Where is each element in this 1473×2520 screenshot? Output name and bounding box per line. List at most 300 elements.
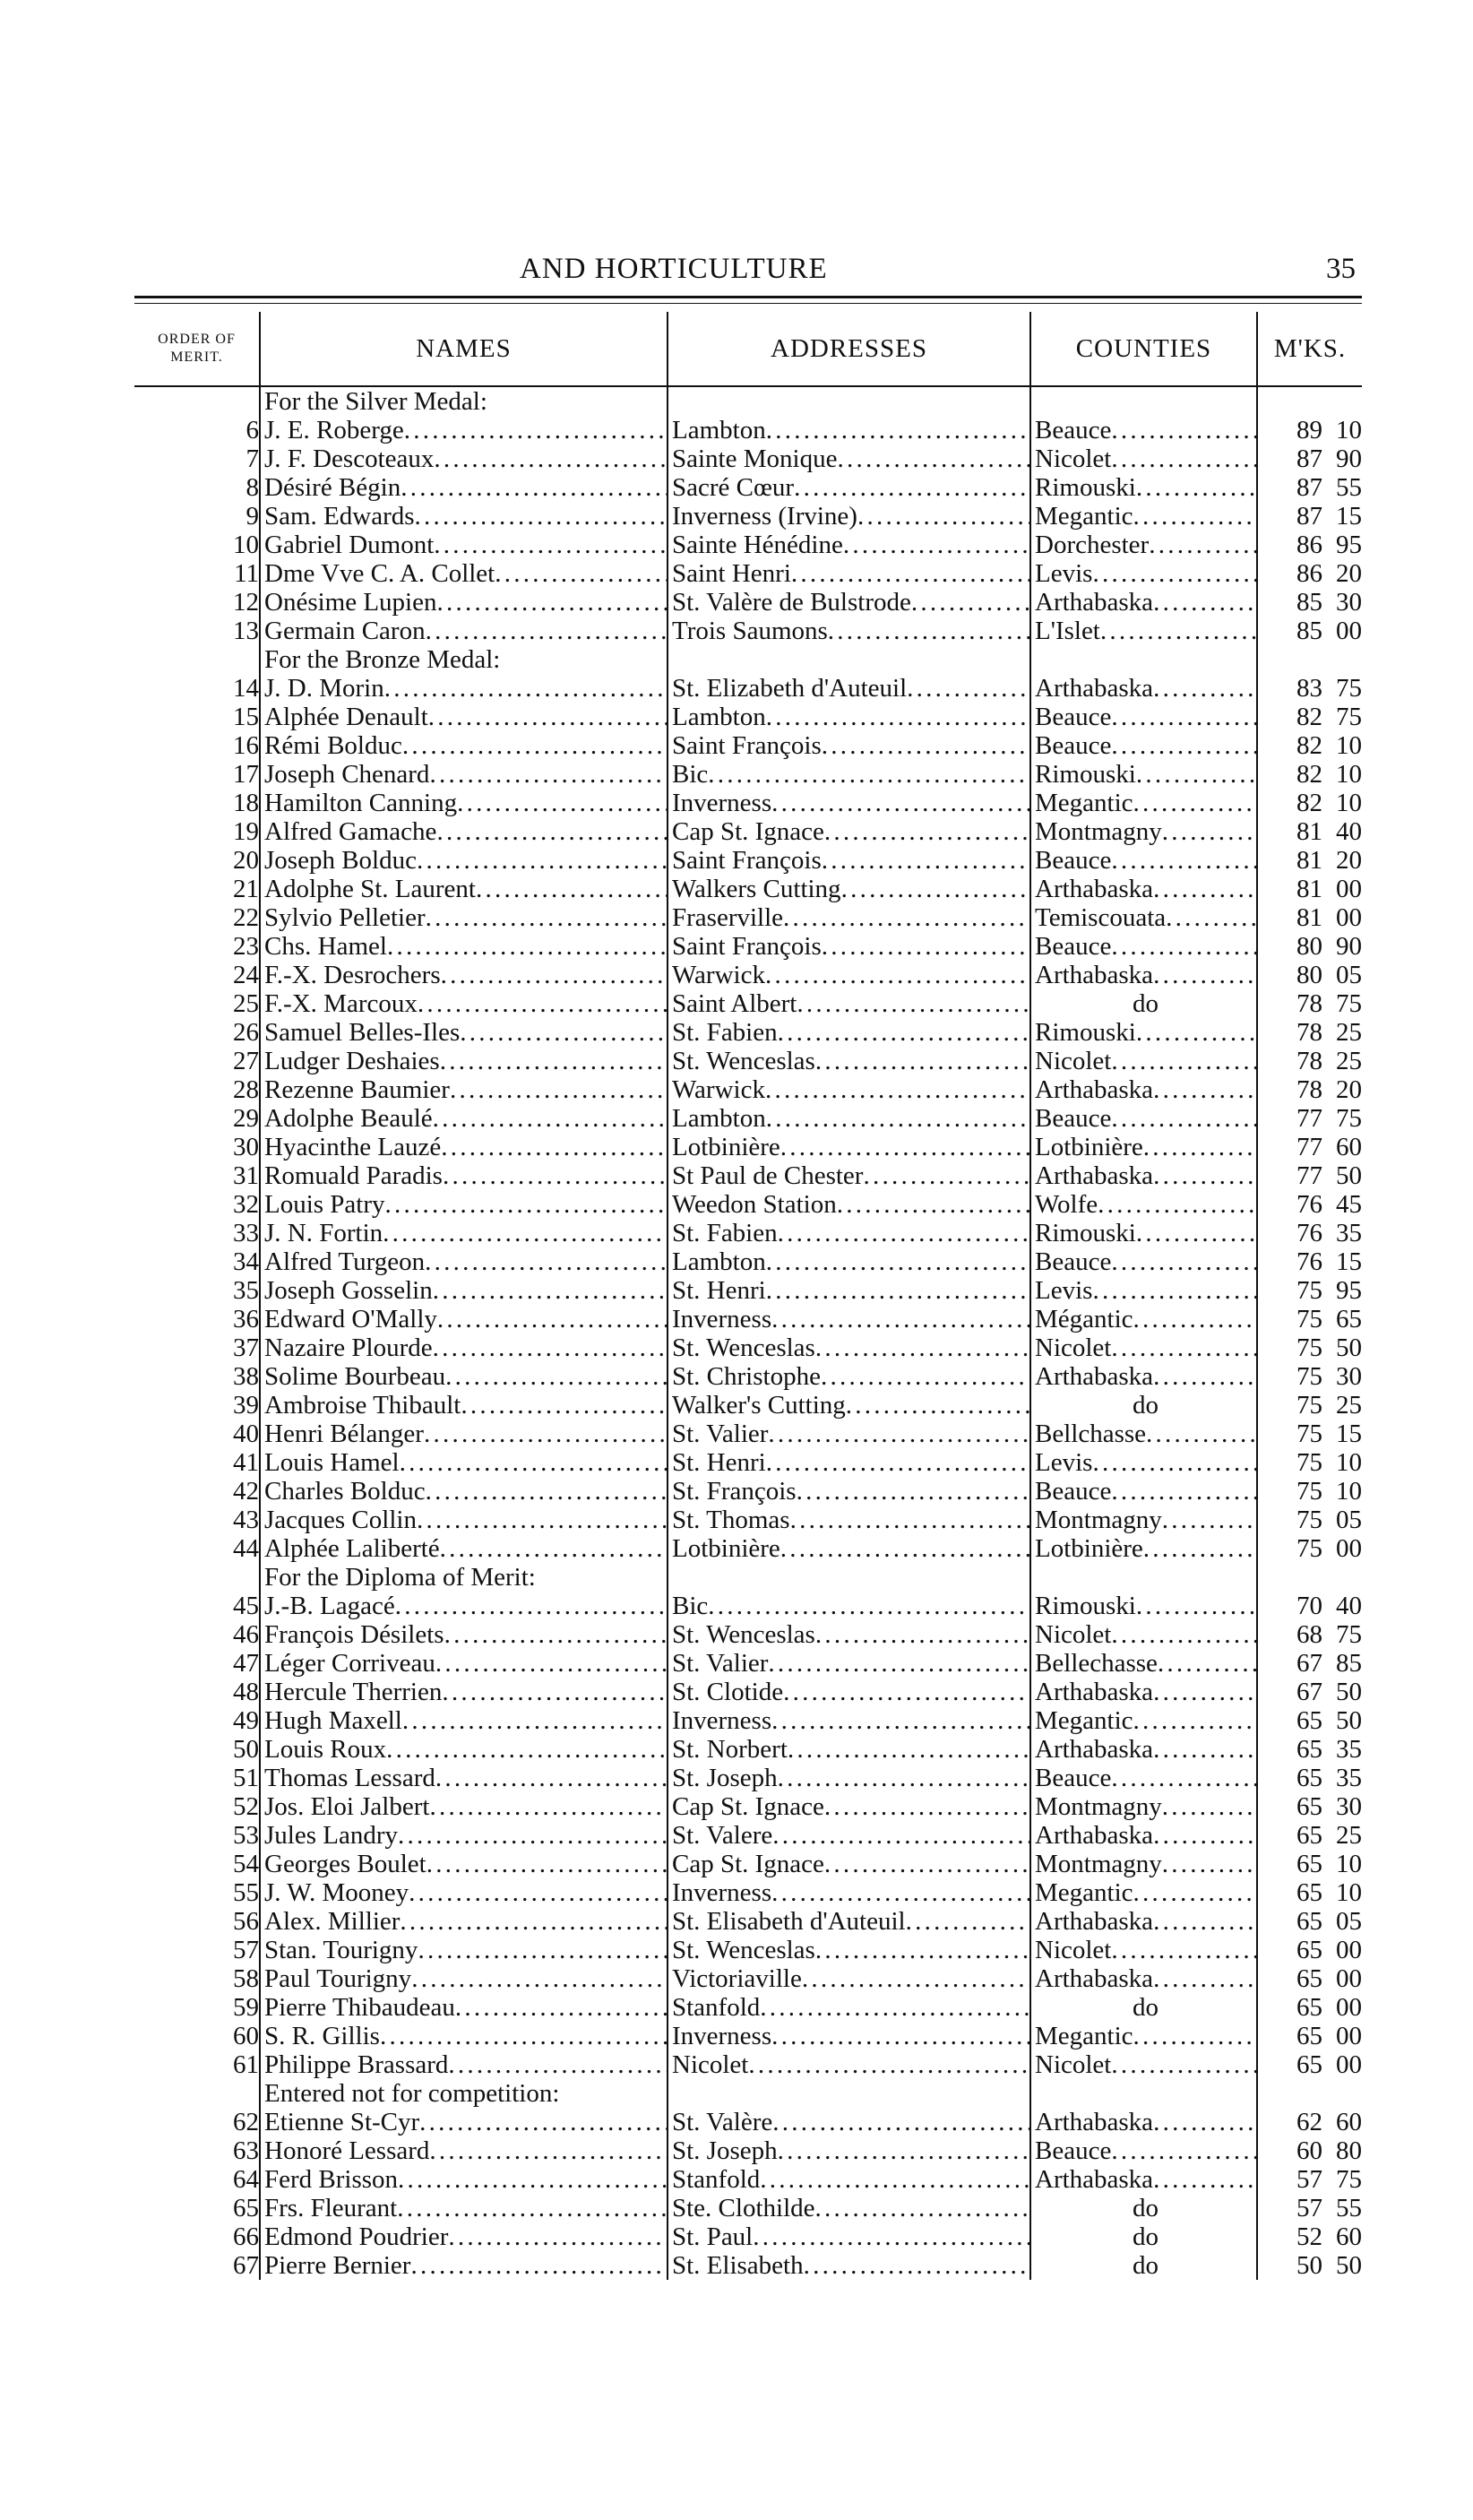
entrant-address: Inverness [672,789,772,817]
dot-leader [790,1506,1029,1534]
marks-cell [1257,1649,1362,1678]
order-number: 63 [233,2136,259,2165]
dot-leader [748,2050,1029,2079]
entrant-name: Adolphe St. Laurent [264,875,476,903]
table-row [134,1649,1362,1678]
entrant-name: Hyacinthe Lauzé [264,1133,442,1161]
dot-leader [1153,2165,1256,2194]
dot-leader [429,1792,667,1821]
marks-integer: 50 [1296,2251,1322,2280]
entrant-name: Joseph Bolduc [264,846,417,875]
dot-leader [1133,1706,1256,1735]
dot-leader [794,473,1029,502]
table-row [134,1477,1362,1506]
entrant-address: St. Valère [672,2108,773,2136]
table-row [134,1821,1362,1850]
dot-leader [417,1506,667,1534]
entrant-address: St. Henri [672,1276,766,1305]
entrant-county: Beauce [1035,2136,1112,2165]
table-row [134,1620,1362,1649]
dot-leader [457,789,667,817]
entrant-address: Ste. Clothilde [672,2194,815,2222]
marks-cell [1257,1305,1362,1333]
table-row [134,1247,1362,1276]
marks-integer: 65 [1296,1850,1322,1878]
dot-leader [778,1018,1029,1047]
marks-integer: 76 [1296,1190,1322,1219]
table-row [134,2251,1362,2280]
marks-fraction: 50 [1336,2251,1362,2280]
section-heading-row [134,2079,1362,2108]
marks-integer: 67 [1296,1649,1322,1678]
entrant-address: Warwick [672,1075,765,1104]
table-row [134,1735,1362,1764]
marks-cell [1257,1018,1362,1047]
marks-cell [1257,1190,1362,1219]
dot-leader [780,1133,1029,1161]
marks-integer: 81 [1296,846,1322,875]
dot-leader [766,1276,1029,1305]
order-number: 18 [233,789,259,817]
table-row [134,674,1362,703]
entrant-name: Alphée Denault [264,703,428,731]
marks-cell [1257,1333,1362,1362]
entrant-name: J. W. Mooney [264,1878,409,1907]
dot-leader [418,989,667,1018]
marks-fraction: 00 [1336,2050,1362,2079]
entrant-county: Nicolet [1035,1333,1112,1362]
marks-cell [1257,1276,1362,1305]
dot-leader [906,1907,1029,1936]
entrant-address: Saint Henri [672,559,791,588]
entrant-name: Pierre Bernier [264,2251,411,2280]
dot-leader [797,1477,1029,1506]
marks-fraction: 90 [1336,444,1362,473]
marks-fraction: 10 [1336,1477,1362,1506]
running-head [0,253,1473,289]
entrant-name: Rezenne Baumier [264,1075,450,1104]
entrant-name: F.-X. Marcoux [264,989,418,1018]
dot-leader [753,2222,1029,2251]
entrant-name: Léger Corriveau [264,1649,435,1678]
dot-leader [804,2251,1029,2280]
section-title: For the Silver Medal: [260,386,668,416]
marks-cell [1257,789,1362,817]
table-row [134,1190,1362,1219]
dot-leader [384,674,667,703]
marks-integer: 85 [1296,617,1322,645]
entrant-name: F.-X. Desrochers [264,961,441,989]
entrant-name: Germain Caron [264,617,426,645]
order-number: 52 [233,1792,259,1821]
entrant-name: Joseph Chenard [264,760,430,789]
dot-leader [771,1878,1029,1907]
dot-leader [822,846,1029,875]
order-number: 8 [246,473,259,502]
marks-fraction: 75 [1336,989,1362,1018]
order-number: 13 [233,617,259,645]
entrant-county: Arthabaska [1035,1362,1154,1391]
marks-cell [1257,703,1362,731]
marks-cell [1257,617,1362,645]
dot-leader [857,502,1029,531]
order-number: 53 [233,1821,259,1850]
dot-leader [824,1792,1029,1821]
entrant-address: St. Fabien [672,1219,778,1247]
marks-fraction: 10 [1336,1448,1362,1477]
entrant-county: Rimouski [1035,1219,1136,1247]
entrant-address: St. Clotide [672,1678,784,1706]
marks-cell [1257,559,1362,588]
dot-leader [1100,617,1256,645]
table-row [134,588,1362,617]
marks-cell [1257,1104,1362,1133]
dot-leader [783,903,1029,932]
dot-leader [778,1764,1029,1792]
entrant-address: Cap St. Ignace [672,1850,824,1878]
dot-leader [1166,903,1256,932]
marks-fraction: 15 [1336,1247,1362,1276]
marks-integer: 82 [1296,789,1322,817]
table-row [134,1964,1362,1993]
marks-fraction: 50 [1336,1333,1362,1362]
dot-leader [837,1190,1029,1219]
entrant-county: Rimouski [1035,1592,1136,1620]
dot-leader [450,1075,667,1104]
results-table [134,312,1362,2280]
dot-leader [443,1161,667,1190]
table-row [134,1592,1362,1620]
order-number: 24 [233,961,259,989]
entrant-address: Cap St. Ignace [672,1792,824,1821]
marks-cell [1257,444,1362,473]
dot-leader [815,1047,1029,1075]
marks-integer: 57 [1296,2165,1322,2194]
dot-leader [1153,961,1256,989]
entrant-name: Charles Bolduc [264,1477,426,1506]
table-row [134,961,1362,989]
marks-fraction: 25 [1336,1018,1362,1047]
entrant-name: Onésime Lupien [264,588,437,617]
table-row [134,817,1362,846]
dot-leader [445,1362,667,1391]
dot-leader [426,903,667,932]
entrant-address: St. Thomas [672,1506,790,1534]
entrant-address: Trois Saumons [672,617,828,645]
marks-integer: 60 [1296,2136,1322,2165]
entrant-address: Lambton [672,1247,766,1276]
entrant-county: Levis [1035,1448,1093,1477]
dot-leader [771,2022,1029,2050]
marks-integer: 65 [1296,1878,1322,1907]
entrant-address: Stanfold [672,2165,761,2194]
marks-cell [1257,903,1362,932]
marks-cell [1257,1592,1362,1620]
dot-leader [1153,2108,1256,2136]
entrant-name: Honoré Lessard [264,2136,430,2165]
dot-leader [440,1047,667,1075]
marks-fraction: 50 [1336,1161,1362,1190]
marks-fraction: 75 [1336,674,1362,703]
marks-integer: 75 [1296,1305,1322,1333]
marks-fraction: 95 [1336,531,1362,559]
dot-leader [1133,2022,1256,2050]
table-row [134,932,1362,961]
entrant-address: Weedon Station [672,1190,837,1219]
entrant-address: St. Christophe [672,1362,821,1391]
marks-cell [1257,2251,1362,2280]
dot-leader [380,2022,667,2050]
marks-cell [1257,1993,1362,2022]
dot-leader [1158,1649,1256,1678]
entrant-county: Megantic [1035,2022,1133,2050]
marks-fraction: 75 [1336,703,1362,731]
dot-leader [1111,2136,1256,2165]
marks-fraction: 15 [1336,502,1362,531]
dot-leader [778,2136,1029,2165]
entrant-county: Arthabaska [1035,674,1154,703]
marks-integer: 70 [1296,1592,1322,1620]
marks-fraction: 35 [1336,1764,1362,1792]
dot-leader [1136,760,1256,789]
dot-leader [821,1362,1029,1391]
dot-leader [383,1219,667,1247]
marks-cell [1257,1764,1362,1792]
entrant-address: Saint François [672,731,822,760]
entrant-county: Megantic [1035,1878,1133,1907]
entrant-county: do [1030,2194,1257,2222]
entrant-county: Bellchasse [1035,1420,1147,1448]
order-number: 36 [233,1305,259,1333]
column-header-order: ORDER OF MERIT. [134,312,260,386]
marks-integer: 77 [1296,1104,1322,1133]
order-number: 11 [234,559,259,588]
entrant-name: Alphée Laliberté [264,1534,440,1563]
entrant-address: St. Elisabeth d'Auteuil [672,1907,906,1936]
order-number: 6 [246,416,259,444]
dot-leader [766,703,1029,731]
marks-integer: 65 [1296,2050,1322,2079]
entrant-address: St. Valere [672,1821,773,1850]
order-number: 35 [233,1276,259,1305]
dot-leader [426,1850,667,1878]
order-number: 38 [233,1362,259,1391]
entrant-name: Chs. Hamel [264,932,387,961]
entrant-address: Lotbinière [672,1534,780,1563]
entrant-address: Inverness [672,1305,772,1333]
marks-cell [1257,932,1362,961]
entrant-address: St. Norbert [672,1735,788,1764]
entrant-name: Louis Roux [264,1735,387,1764]
marks-fraction: 30 [1336,1362,1362,1391]
marks-integer: 82 [1296,703,1322,731]
table-row [134,1104,1362,1133]
column-header-names: NAMES [260,312,668,386]
dot-leader [410,2251,667,2280]
marks-integer: 87 [1296,444,1322,473]
table-row [134,416,1362,444]
marks-cell [1257,502,1362,531]
entrant-county: Megantic [1035,1706,1133,1735]
table-row [134,1219,1362,1247]
entrant-name: Paul Tourigny [264,1964,412,1993]
marks-integer: 68 [1296,1620,1322,1649]
marks-integer: 78 [1296,989,1322,1018]
order-number: 60 [233,2022,259,2050]
dot-leader [398,2165,667,2194]
entrant-county: Beauce [1035,703,1112,731]
order-number: 31 [233,1161,259,1190]
table-row [134,875,1362,903]
table-row [134,473,1362,502]
marks-cell [1257,817,1362,846]
dot-leader [1162,1850,1256,1878]
marks-integer: 75 [1296,1477,1322,1506]
dot-leader [1133,789,1256,817]
entrant-county: Montmagny [1035,1792,1162,1821]
marks-integer: 67 [1296,1678,1322,1706]
order-number: 28 [233,1075,259,1104]
table-row [134,1706,1362,1735]
entrant-county: Arthabaska [1035,2165,1154,2194]
order-number: 32 [233,1190,259,1219]
dot-leader [772,1821,1029,1850]
dot-leader [780,1534,1029,1563]
order-number: 58 [233,1964,259,1993]
entrant-address: Sainte Hénédine [672,531,843,559]
entrant-address: Inverness [672,2022,772,2050]
marks-integer: 78 [1296,1018,1322,1047]
entrant-name: Nazaire Plourde [264,1333,433,1362]
order-number: 62 [233,2108,259,2136]
entrant-address: St. Valier [672,1649,769,1678]
marks-cell [1257,1420,1362,1448]
table-row [134,989,1362,1018]
marks-integer: 62 [1296,2108,1322,2136]
dot-leader [1133,502,1256,531]
entrant-county: Dorchester [1035,531,1150,559]
marks-cell [1257,2022,1362,2050]
table-row [134,1907,1362,1936]
marks-integer: 65 [1296,1735,1322,1764]
marks-integer: 87 [1296,502,1322,531]
dot-leader [1111,2050,1256,2079]
order-number: 27 [233,1047,259,1075]
dot-leader [1111,846,1256,875]
entrant-name: Dme Vve C. A. Collet [264,559,495,588]
order-number: 67 [233,2251,259,2280]
marks-fraction: 30 [1336,588,1362,617]
entrant-name: Sylvio Pelletier [264,903,426,932]
entrant-county: Levis [1035,1276,1093,1305]
entrant-name: Stan. Tourigny [264,1936,418,1964]
dot-leader [1153,1964,1256,1993]
section-title: For the Diploma of Merit: [260,1563,668,1592]
entrant-address: St. François [672,1477,797,1506]
entrant-address: St. Valier [672,1420,769,1448]
marks-cell [1257,1391,1362,1420]
dot-leader [444,1620,667,1649]
dot-leader [843,531,1029,559]
dot-leader [863,1161,1029,1190]
dot-leader [426,1477,667,1506]
table-row [134,1075,1362,1104]
marks-fraction: 05 [1336,1506,1362,1534]
entrant-county: Arthabaska [1035,875,1154,903]
marks-fraction: 20 [1336,559,1362,588]
dot-leader [1153,1735,1256,1764]
entrant-county: Temiscouata [1035,903,1167,932]
entrant-county: Nicolet [1035,1620,1112,1649]
dot-leader [766,416,1029,444]
table-row [134,2108,1362,2136]
order-number: 61 [233,2050,259,2079]
entrant-county: Arthabaska [1035,1964,1154,1993]
dot-leader [476,875,667,903]
dot-leader [400,1907,667,1936]
dot-leader [401,473,667,502]
table-row [134,1276,1362,1305]
entrant-address: St. Paul [672,2222,754,2251]
entrant-name: Alex. Millier [264,1907,401,1936]
entrant-county: Montmagny [1035,817,1162,846]
section-heading-row [134,1563,1362,1592]
marks-fraction: 20 [1336,1075,1362,1104]
entrant-name: Alfred Turgeon [264,1247,426,1276]
marks-integer: 81 [1296,817,1322,846]
order-number: 30 [233,1133,259,1161]
table-row [134,2222,1362,2251]
dot-leader [386,1735,667,1764]
order-number: 34 [233,1247,259,1276]
entrant-name: Rémi Bolduc [264,731,402,760]
dot-leader [1153,1161,1256,1190]
entrant-address: Inverness [672,1878,772,1907]
entrant-address: Sainte Monique [672,444,838,473]
entrant-name: Gabriel Dumont [264,531,435,559]
dot-leader [398,1821,667,1850]
entrant-name: Ambroise Thibault [264,1391,461,1420]
marks-integer: 77 [1296,1133,1322,1161]
dot-leader [1136,1219,1256,1247]
order-number: 43 [233,1506,259,1534]
order-number: 41 [233,1448,259,1477]
entrant-name: J. F. Descoteaux [264,444,435,473]
entrant-name: Pierre Thibaudeau [264,1993,455,2022]
running-title: AND HORTICULTURE [520,253,828,285]
order-number: 49 [233,1706,259,1735]
entrant-address: Warwick [672,961,765,989]
marks-fraction: 10 [1336,789,1362,817]
entrant-name: Ludger Deshaies [264,1047,440,1075]
marks-integer: 77 [1296,1161,1322,1190]
dot-leader [1111,1047,1256,1075]
dot-leader [765,961,1029,989]
entrant-county: Beauce [1035,1477,1112,1506]
dot-leader [766,1448,1029,1477]
dot-leader [760,2165,1029,2194]
marks-integer: 87 [1296,473,1322,502]
order-number: 23 [233,932,259,961]
dot-leader [411,1964,667,1993]
marks-fraction: 95 [1336,1276,1362,1305]
order-number: 25 [233,989,259,1018]
entrant-county: L'Islet [1035,617,1100,645]
table-row [134,617,1362,645]
table-row [134,789,1362,817]
entrant-county: Rimouski [1035,760,1136,789]
dot-leader [1149,531,1256,559]
